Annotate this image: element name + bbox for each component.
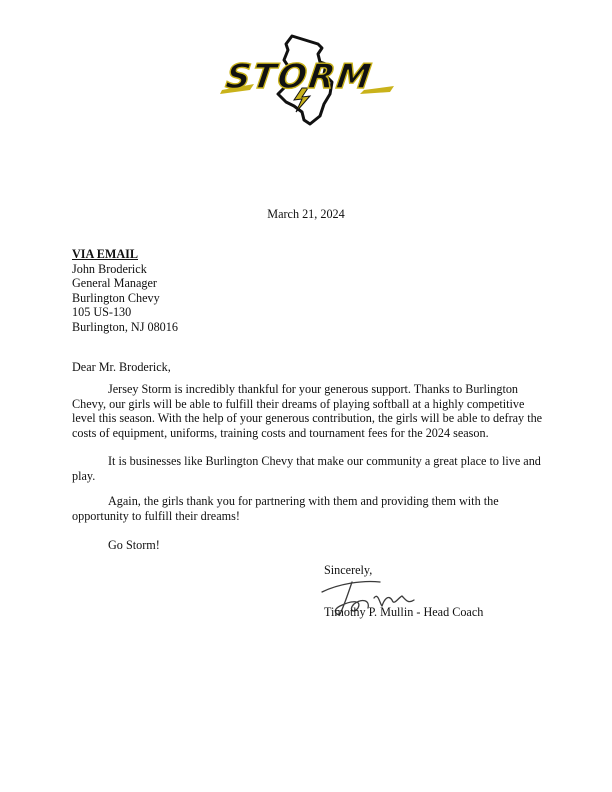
storm-logo — [214, 30, 398, 130]
recipient-company: Burlington Chevy — [72, 290, 160, 305]
storm-logo-graphic — [214, 30, 398, 130]
recipient-street: 105 US-130 — [72, 305, 132, 319]
closing: Sincerely, — [324, 563, 373, 577]
recipient-city-state-zip: Burlington, NJ 08016 — [72, 319, 178, 334]
body-paragraph: Jersey Storm is incredibly thankful for your generous support. Thanks to Burlington Chevy, our girls will be able to fulfill their dreams of playing softball at a highly competitive level this season. With the help of your generous contribution, the girls will be able to defray the costs of equipment, uniforms, training costs and tournament fees for the 2024 season. — [72, 382, 543, 440]
letter-date: March 21, 2024 — [267, 207, 345, 221]
recipient-title: General Manager — [72, 276, 157, 290]
salutation: Dear Mr. Broderick, — [72, 360, 171, 374]
logo-wordmark: STORM — [223, 57, 376, 97]
body-paragraph: Again, the girls thank you for partnering with them and providing them with the opportunity to fulfill their dreams! — [72, 494, 499, 523]
delivery-method: VIA EMAIL — [72, 247, 139, 261]
body-paragraph: It is businesses like Burlington Chevy that make our community a great place to live and play. — [72, 454, 541, 483]
recipient-name: John Broderick — [72, 261, 147, 276]
signer-name: Timothy P. Mullin - Head Coach — [324, 605, 484, 619]
body-paragraph: Go Storm! — [108, 538, 160, 552]
recipient-address-block — [72, 247, 178, 334]
